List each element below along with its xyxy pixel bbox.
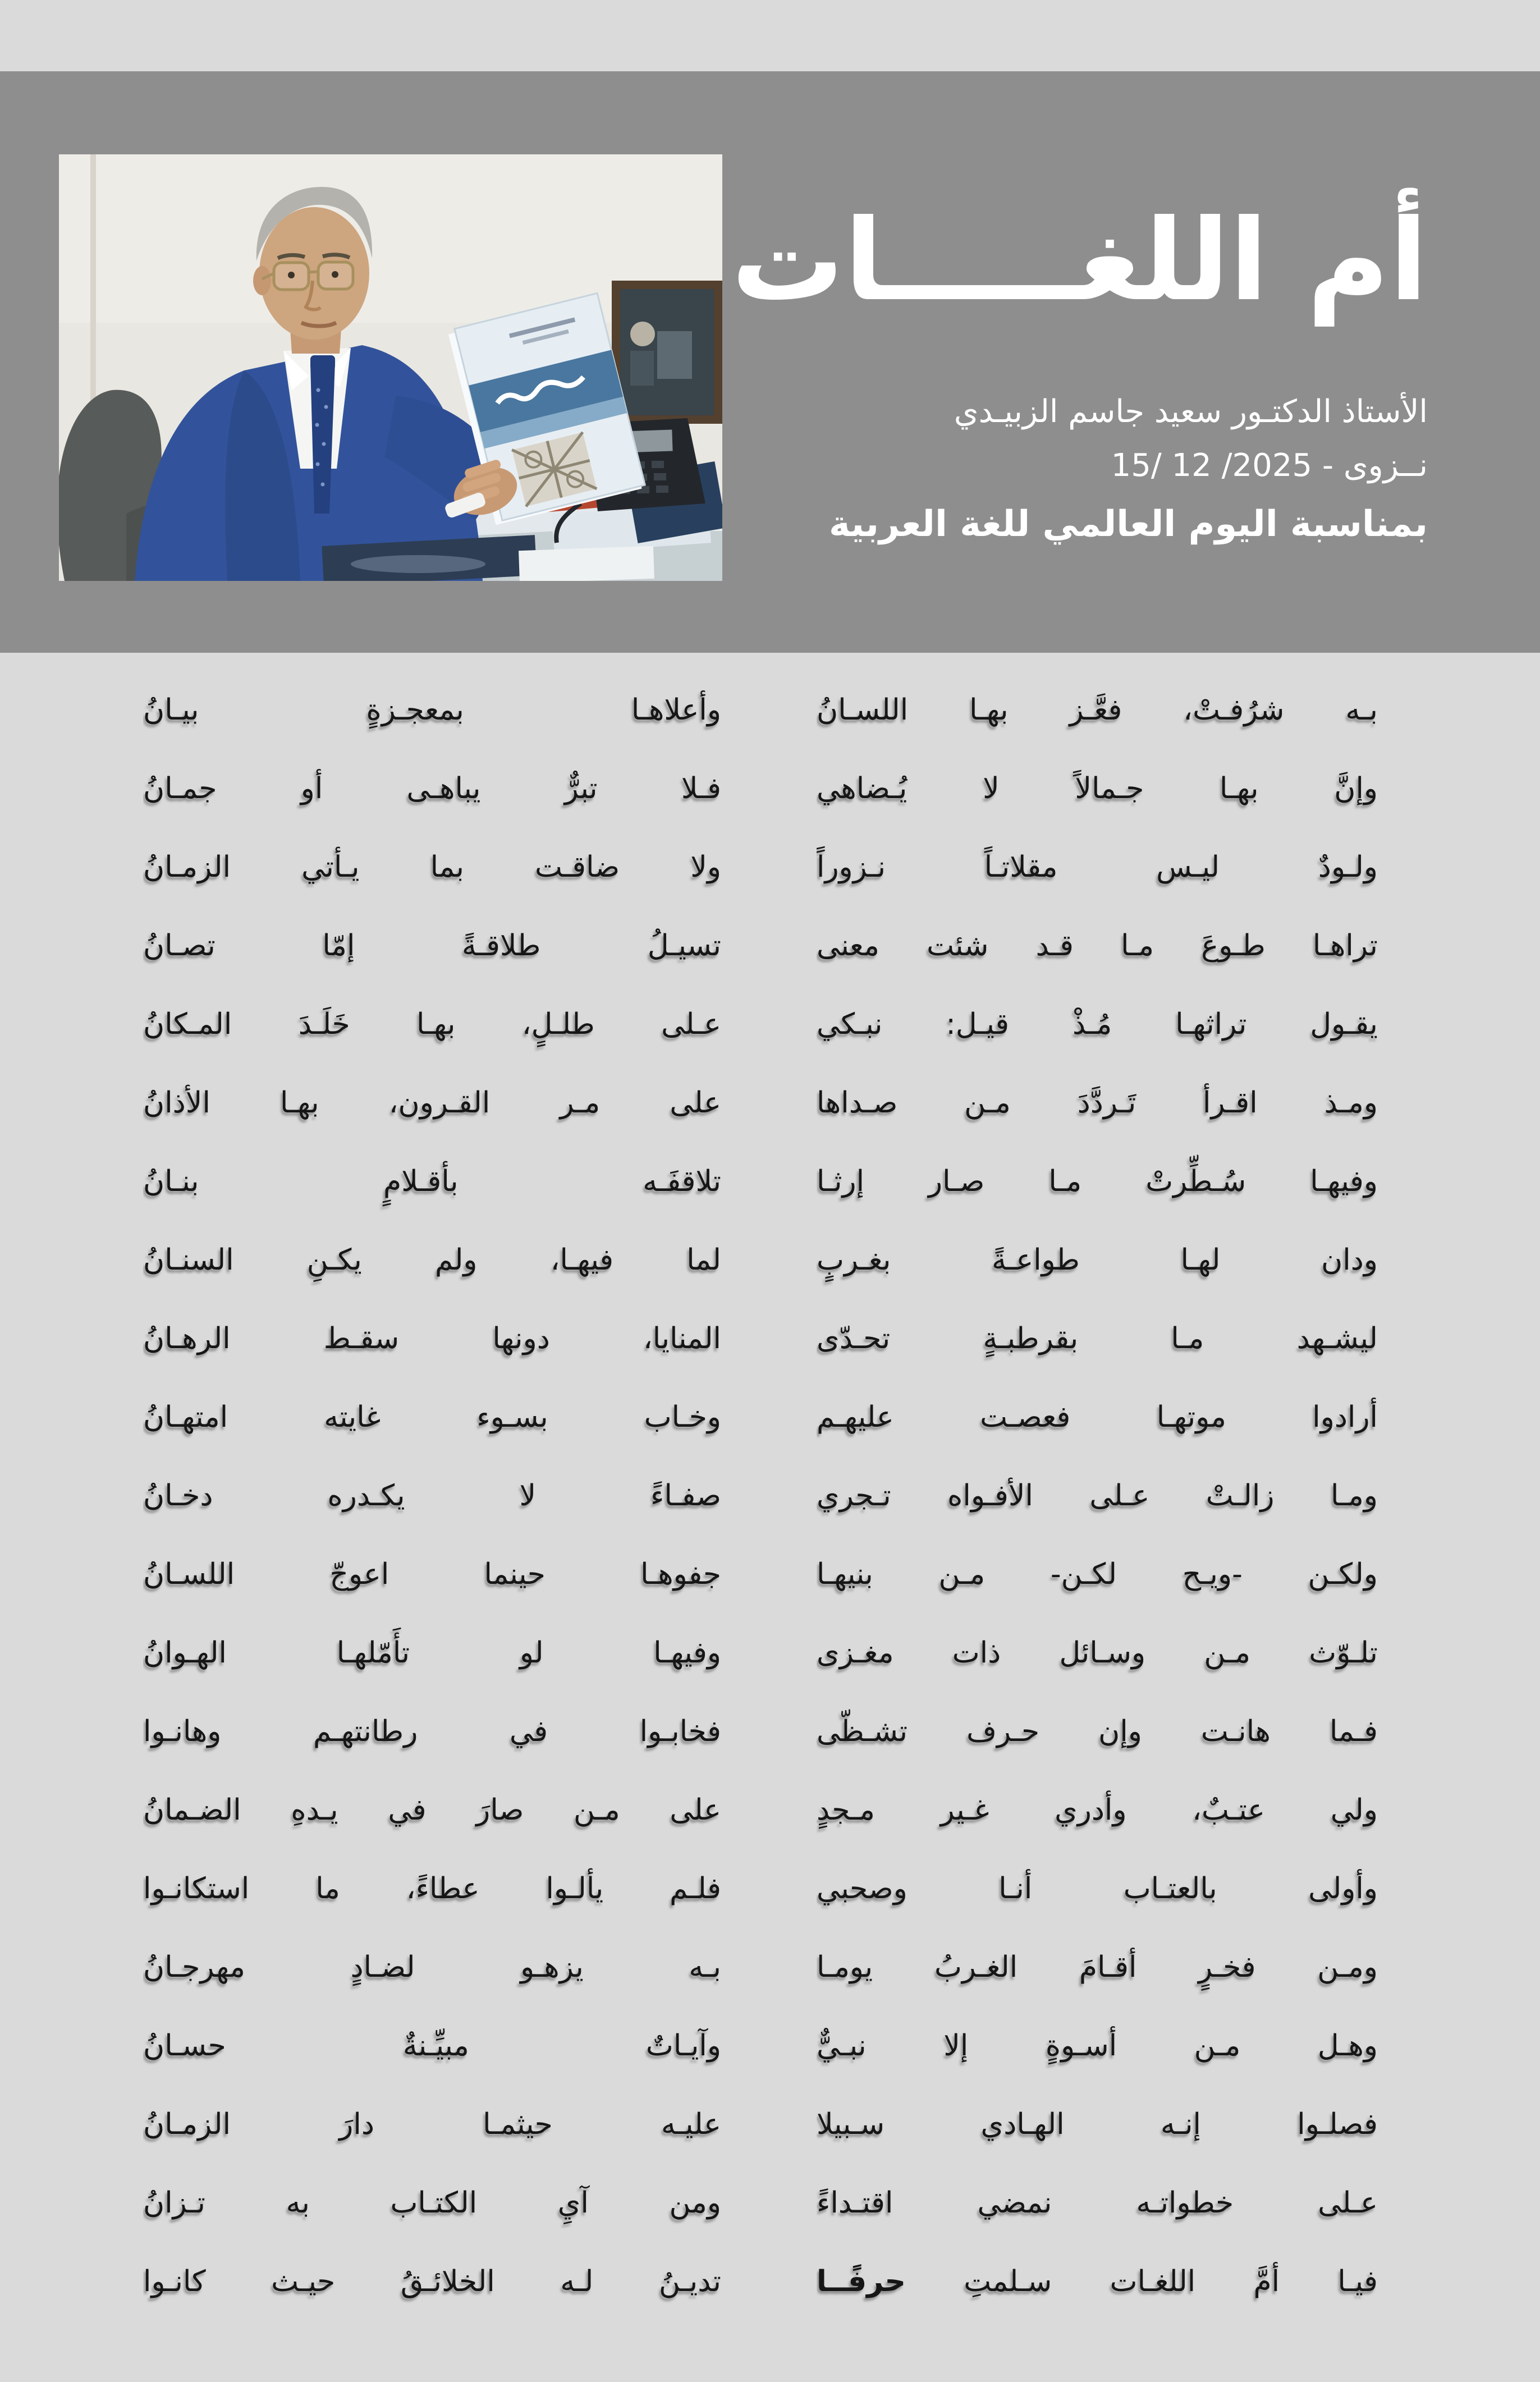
verse-line: تديـنُ لـه الخلائـقُ حيـث كانـوا <box>143 2265 721 2298</box>
verse-line: ومـا زالـتْ عـلى الأفـواه تـجري <box>817 1479 1378 1513</box>
verse-line: تلاقفَـه بأقـلامٍ بنـانُ <box>143 1165 721 1198</box>
author-byline: الأستاذ الدكتـور سعيد جاسم الزبيـدي <box>954 393 1428 430</box>
verse-line: وأعلاهـا بمعجـزةٍ بيـانُ <box>143 693 721 727</box>
verse-line: عـلى خطواتـه نمضي اقتـداءً <box>817 2186 1378 2220</box>
verse-line: عـلى طلـلٍ، بهـا خَلَـدَ المـكانُ <box>143 1007 721 1041</box>
verse-line: ودان لهـا طواعـةً بغـربٍ <box>817 1243 1378 1277</box>
verse-line: ومـن فخـرٍ أقـامَ الغـربُ يومـا <box>817 1950 1378 1984</box>
verse-line: ومن آيِ الكتـاب به تـزانُ <box>143 2186 721 2220</box>
verse-line: يقـول تراثهـا مُـذْ قيـل: نبـكي <box>817 1007 1378 1041</box>
verse-line: بـه يزهـو لضـادٍ مهرجـانُ <box>143 1950 721 1984</box>
verse-highlight-word: حرفًــا <box>817 2265 906 2298</box>
verse-line <box>817 2242 1378 2321</box>
verse-line: جفوهـا حينما اعوجّ اللسـانُ <box>143 1558 721 1591</box>
verse-line: وفيهـا سُـطِّرتْ مـا صـار إرثـا <box>817 1165 1378 1198</box>
dateline-date: 15/ 12 /2025 <box>1111 447 1312 484</box>
verse-line: وأولى بالعتـاب أنـا وصحبي <box>817 1872 1378 1905</box>
verse-line: تسيـلُ طلاقـةً إمّا تصـانُ <box>143 929 721 963</box>
verse-line: فـلا تبرٌّ يباهـى أو جمـانُ <box>143 772 721 805</box>
verse-line: المنايا، دونها سقـط الرهـانُ <box>143 1322 721 1355</box>
verse-line: وخـاب بسـوء غايته امتهـانُ <box>143 1400 721 1434</box>
verse-line: تراهـا طـوعَ مـا قـد شئت معنى <box>817 929 1378 963</box>
verse-line: ولـودٌ ليـس مقلاتـاً نـزوراً <box>817 850 1378 884</box>
poem-column-left <box>143 671 721 2321</box>
dateline-city: نــزوى - <box>1322 447 1428 484</box>
verse-line: ولي عتـبٌ، وأدري غـير مـجدٍ <box>817 1793 1378 1827</box>
header-text-block <box>614 185 1428 549</box>
verse-line: فـما هانـت وإن حـرف تشـظّى <box>817 1715 1378 1748</box>
verse-line: عليـه حيثمـا دارَ الزمـانُ <box>143 2108 721 2141</box>
verse-line: تلـوّث مـن وسـائل ذات مغـزى <box>817 1636 1378 1670</box>
poem-column-right <box>817 671 1378 2321</box>
verse-line: فلـم يألـوا عطاءً، ما استكانـوا <box>143 1872 721 1905</box>
verse-line: فخابـوا في رطانتهـم وهانـوا <box>143 1715 721 1748</box>
verse-line: وفيهـا لو تأَمّلهـا الهـوانُ <box>143 1636 721 1670</box>
verse-line: لما فيهـا، ولم يكـنِ السنـانُ <box>143 1243 721 1277</box>
verse-text: فيـا أمَّ اللغـات سـلمتِ <box>964 2265 1378 2298</box>
page-title: أم اللغـــــات <box>731 195 1428 326</box>
verse-line: ولكـن -ويـح لكـن- مـن بنيهـا <box>817 1558 1378 1591</box>
occasion-line: بمناسبة اليوم العالمي للغة العربية <box>829 503 1428 545</box>
verse-line: بـه شرُفـتْ، فعَّـز بهـا اللسـانُ <box>817 693 1378 727</box>
verse-line: ولا ضاقـت بما يـأتي الزمـانُ <box>143 850 721 884</box>
verse-line: ليشـهد مـا بقرطبـةٍ تحـدّى <box>817 1322 1378 1355</box>
verse-line: وآيـاتٌ مبيِّـنةٌ حسـانُ <box>143 2029 721 2063</box>
verse-line: على مـن صارَ في يـدهِ الضـمانُ <box>143 1793 721 1827</box>
verse-line: أرادوا موتهـا فعصـت عليهـم <box>817 1400 1378 1434</box>
verse-line: وإنَّ بهـا جـمالاً لا يُـضاهي <box>817 772 1378 805</box>
verse-line: وهـل مـن أسـوةٍ إلا نبـيٌّ <box>817 2029 1378 2063</box>
dateline <box>614 444 1428 488</box>
verse-line: فصلـوا إنـه الهـادي سـبيلا <box>817 2108 1378 2141</box>
verse-line: ومـذ اقـرأ تَـردَّدَ مـن صـداها <box>817 1086 1378 1120</box>
verse-line: صفـاءً لا يكـدره دخـانُ <box>143 1479 721 1513</box>
verse-line: على مـر القـرون، بهـا الأذانُ <box>143 1086 721 1120</box>
